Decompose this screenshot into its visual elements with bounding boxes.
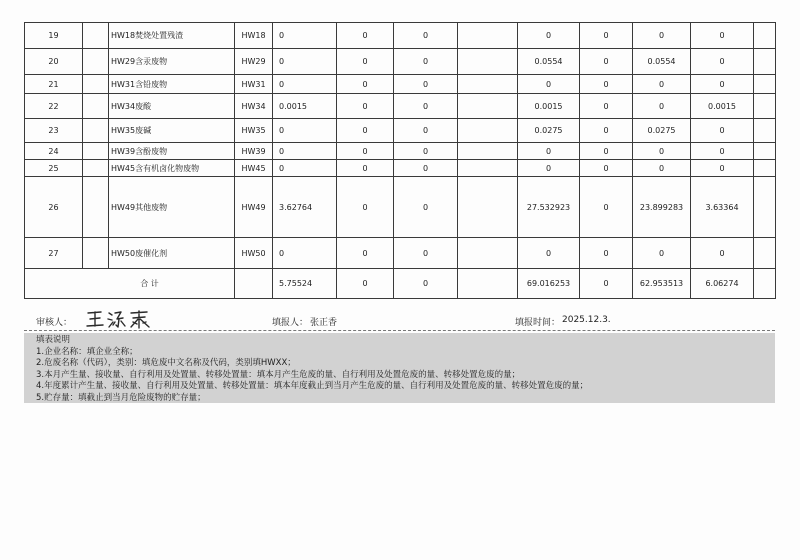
table-row — [25, 94, 776, 119]
instruction-item-1: 1.企业名称：填企业全称； — [36, 346, 138, 357]
blank-cell — [235, 269, 273, 299]
reviewer-signature — [85, 308, 155, 330]
row-number: 27 — [25, 238, 83, 269]
table-row — [25, 143, 776, 160]
total-current-self-disposed: 0 — [394, 269, 458, 299]
filler-name: 张正香 — [310, 318, 338, 328]
current-transferred — [458, 238, 518, 269]
table-row — [25, 23, 776, 49]
waste-code: HW34 — [235, 94, 273, 119]
current-produced: 0 — [273, 119, 337, 143]
current-produced: 0 — [273, 160, 337, 177]
storage-cell — [754, 160, 776, 177]
current-transferred — [458, 49, 518, 75]
annual-produced: 0 — [518, 160, 580, 177]
table-row — [25, 160, 776, 177]
annual-produced: 0 — [518, 23, 580, 49]
annual-self-disposed: 0 — [633, 143, 691, 160]
annual-received: 0 — [580, 23, 633, 49]
current-produced: 0 — [273, 49, 337, 75]
annual-self-disposed: 0 — [633, 160, 691, 177]
row-number: 24 — [25, 143, 83, 160]
current-self-disposed: 0 — [394, 75, 458, 94]
storage-cell — [754, 269, 776, 299]
waste-code: HW35 — [235, 119, 273, 143]
waste-code: HW49 — [235, 177, 273, 238]
instruction-item-3: 3.本月产生量、接收量、自行利用及处置量、转移处置量：填本月产生危废的量、自行利用及处置危废的量、转移处置危废的量； — [36, 369, 521, 380]
date-label: 填报时间： — [515, 318, 561, 328]
waste-name: HW49其他废物 — [109, 177, 235, 238]
current-received: 0 — [337, 238, 394, 269]
row-number: 20 — [25, 49, 83, 75]
blank-cell — [83, 49, 109, 75]
reviewer-label: 审核人： — [36, 318, 73, 328]
current-produced: 0 — [273, 143, 337, 160]
table-body — [25, 23, 776, 299]
total-annual-transferred: 6.06274 — [691, 269, 754, 299]
storage-cell — [754, 23, 776, 49]
current-self-disposed: 0 — [394, 119, 458, 143]
annual-received: 0 — [580, 143, 633, 160]
storage-cell — [754, 75, 776, 94]
total-annual-produced: 69.016253 — [518, 269, 580, 299]
storage-cell — [754, 94, 776, 119]
annual-received: 0 — [580, 177, 633, 238]
current-transferred — [458, 23, 518, 49]
waste-code: HW45 — [235, 160, 273, 177]
current-received: 0 — [337, 143, 394, 160]
annual-transferred: 0 — [691, 160, 754, 177]
waste-code: HW50 — [235, 238, 273, 269]
annual-transferred: 0 — [691, 119, 754, 143]
current-self-disposed: 0 — [394, 23, 458, 49]
current-received: 0 — [337, 119, 394, 143]
annual-received: 0 — [580, 75, 633, 94]
current-self-disposed: 0 — [394, 94, 458, 119]
total-current-transferred — [458, 269, 518, 299]
current-received: 0 — [337, 75, 394, 94]
current-self-disposed: 0 — [394, 143, 458, 160]
current-produced: 0 — [273, 238, 337, 269]
table-row — [25, 75, 776, 94]
blank-cell — [83, 177, 109, 238]
row-number: 21 — [25, 75, 83, 94]
total-current-produced: 5.75524 — [273, 269, 337, 299]
current-self-disposed: 0 — [394, 160, 458, 177]
waste-report-table — [24, 22, 776, 299]
table-row — [25, 119, 776, 143]
blank-cell — [83, 143, 109, 160]
instructions-panel — [24, 333, 775, 403]
annual-produced: 27.532923 — [518, 177, 580, 238]
filler-label: 填报人： — [272, 318, 309, 328]
annual-produced: 0.0554 — [518, 49, 580, 75]
current-produced: 0.0015 — [273, 94, 337, 119]
annual-self-disposed: 0 — [633, 238, 691, 269]
current-transferred — [458, 143, 518, 160]
blank-cell — [83, 75, 109, 94]
annual-produced: 0 — [518, 75, 580, 94]
total-label: 合 计 — [25, 269, 235, 299]
annual-produced: 0.0275 — [518, 119, 580, 143]
blank-cell — [83, 119, 109, 143]
waste-name: HW50废催化剂 — [109, 238, 235, 269]
annual-self-disposed: 23.899283 — [633, 177, 691, 238]
annual-received: 0 — [580, 49, 633, 75]
annual-received: 0 — [580, 94, 633, 119]
annual-transferred: 0 — [691, 238, 754, 269]
annual-received: 0 — [580, 119, 633, 143]
row-number: 22 — [25, 94, 83, 119]
current-transferred — [458, 94, 518, 119]
table-row — [25, 177, 776, 238]
annual-produced: 0.0015 — [518, 94, 580, 119]
waste-code: HW31 — [235, 75, 273, 94]
annual-self-disposed: 0.0554 — [633, 49, 691, 75]
annual-transferred: 0 — [691, 23, 754, 49]
annual-produced: 0 — [518, 238, 580, 269]
waste-name: HW39含酚废物 — [109, 143, 235, 160]
storage-cell — [754, 143, 776, 160]
current-produced: 0 — [273, 23, 337, 49]
waste-code: HW29 — [235, 49, 273, 75]
annual-self-disposed: 0.0275 — [633, 119, 691, 143]
waste-name: HW35废碱 — [109, 119, 235, 143]
annual-transferred: 0.0015 — [691, 94, 754, 119]
annual-produced: 0 — [518, 143, 580, 160]
current-self-disposed: 0 — [394, 238, 458, 269]
waste-name: HW34废酸 — [109, 94, 235, 119]
current-received: 0 — [337, 94, 394, 119]
annual-transferred: 0 — [691, 75, 754, 94]
annual-self-disposed: 0 — [633, 23, 691, 49]
instruction-item-4: 4.年度累计产生量、接收量、自行利用及处置量、转移处置量：填本年度截止到当月产生危废的量、自行利用及处置危废的量、转移处置危废的量； — [36, 381, 589, 391]
annual-received: 0 — [580, 238, 633, 269]
waste-code: HW18 — [235, 23, 273, 49]
waste-name: HW45含有机卤化物废物 — [109, 160, 235, 177]
waste-name: HW31含铅废物 — [109, 75, 235, 94]
current-received: 0 — [337, 177, 394, 238]
current-produced: 0 — [273, 75, 337, 94]
instructions-title: 填表说明 — [36, 335, 71, 345]
current-self-disposed: 0 — [394, 177, 458, 238]
row-number: 26 — [25, 177, 83, 238]
storage-cell — [754, 238, 776, 269]
total-row — [25, 269, 776, 299]
instruction-item-2: 2.危废名称（代码），类别：填危废中文名称及代码，类别填HWXX； — [36, 358, 296, 368]
signoff-divider — [24, 330, 775, 331]
total-annual-received: 0 — [580, 269, 633, 299]
blank-cell — [83, 23, 109, 49]
storage-cell — [754, 177, 776, 238]
current-received: 0 — [337, 23, 394, 49]
annual-self-disposed: 0 — [633, 94, 691, 119]
storage-cell — [754, 49, 776, 75]
blank-cell — [83, 160, 109, 177]
date-value: 2025.12.3. — [562, 315, 611, 325]
row-number: 19 — [25, 23, 83, 49]
current-produced: 3.62764 — [273, 177, 337, 238]
current-received: 0 — [337, 160, 394, 177]
annual-transferred: 0 — [691, 143, 754, 160]
row-number: 23 — [25, 119, 83, 143]
current-transferred — [458, 119, 518, 143]
total-annual-self-disposed: 62.953513 — [633, 269, 691, 299]
instruction-item-5: 5.贮存量：填截止到当月危险废物的贮存量； — [36, 392, 206, 403]
annual-received: 0 — [580, 160, 633, 177]
waste-code: HW39 — [235, 143, 273, 160]
current-transferred — [458, 160, 518, 177]
table-row — [25, 238, 776, 269]
total-current-received: 0 — [337, 269, 394, 299]
annual-transferred: 3.63364 — [691, 177, 754, 238]
current-transferred — [458, 177, 518, 238]
blank-cell — [83, 94, 109, 119]
annual-self-disposed: 0 — [633, 75, 691, 94]
current-transferred — [458, 75, 518, 94]
current-self-disposed: 0 — [394, 49, 458, 75]
blank-cell — [83, 238, 109, 269]
waste-name: HW18焚烧处置残渣 — [109, 23, 235, 49]
waste-name: HW29含汞废物 — [109, 49, 235, 75]
current-received: 0 — [337, 49, 394, 75]
table-row — [25, 49, 776, 75]
annual-transferred: 0 — [691, 49, 754, 75]
storage-cell — [754, 119, 776, 143]
row-number: 25 — [25, 160, 83, 177]
